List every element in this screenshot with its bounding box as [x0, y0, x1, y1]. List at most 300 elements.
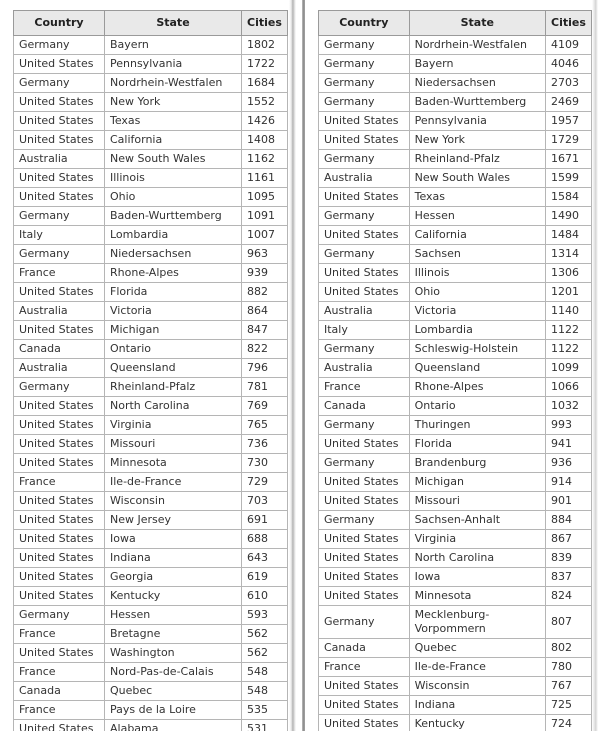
table-cell: 1099	[545, 359, 591, 378]
table-cell: 1314	[545, 245, 591, 264]
table-cell: United States	[319, 226, 410, 245]
table-cell: Minnesota	[105, 454, 242, 473]
table-row	[319, 549, 592, 568]
header-cell-country: Country	[14, 11, 105, 36]
table-cell: 941	[545, 435, 591, 454]
table-cell: Germany	[319, 606, 410, 639]
table-cell: United States	[319, 435, 410, 454]
table-cell: Virginia	[409, 530, 545, 549]
table-cell: Germany	[319, 245, 410, 264]
table-row	[319, 568, 592, 587]
table-row	[319, 473, 592, 492]
table-cell: 1306	[545, 264, 591, 283]
table-row	[319, 416, 592, 435]
table-row	[14, 549, 288, 568]
table-cell: United States	[319, 530, 410, 549]
table-row	[14, 587, 288, 606]
table-cell: 781	[242, 378, 288, 397]
table-cell: 767	[545, 677, 591, 696]
table-cell: United States	[14, 131, 105, 150]
table-cell: 936	[545, 454, 591, 473]
table-cell: Alabama	[105, 720, 242, 731]
table-cell: Ile-de-France	[105, 473, 242, 492]
header-cell-cities: Cities	[242, 11, 288, 36]
table-cell: 824	[545, 587, 591, 606]
table-cell: United States	[14, 511, 105, 530]
table-cell: 1490	[545, 207, 591, 226]
table-cell: 703	[242, 492, 288, 511]
table-row	[319, 511, 592, 530]
table-row	[14, 150, 288, 169]
table-row	[319, 359, 592, 378]
table-cell: Australia	[14, 359, 105, 378]
table-cell: 548	[242, 663, 288, 682]
table-row	[14, 606, 288, 625]
table-row	[14, 682, 288, 701]
table-cell: United States	[14, 55, 105, 74]
header-cell-cities: Cities	[545, 11, 591, 36]
table-cell: 691	[242, 511, 288, 530]
table-cell: Australia	[319, 169, 410, 188]
table-cell: France	[14, 701, 105, 720]
table-cell: Ile-de-France	[409, 658, 545, 677]
table-row	[14, 359, 288, 378]
table-cell: Niedersachsen	[105, 245, 242, 264]
table-cell: Kentucky	[105, 587, 242, 606]
table-cell: 1162	[242, 150, 288, 169]
table-cell: 882	[242, 283, 288, 302]
table-cell: 769	[242, 397, 288, 416]
table-cell: 1957	[545, 112, 591, 131]
table-row	[319, 150, 592, 169]
table-cell: Germany	[319, 340, 410, 359]
table-row	[14, 131, 288, 150]
table-cell: Quebec	[105, 682, 242, 701]
table-cell: United States	[14, 644, 105, 663]
table-cell: Sachsen	[409, 245, 545, 264]
table-cell: Niedersachsen	[409, 74, 545, 93]
table-cell: United States	[14, 321, 105, 340]
table-cell: 531	[242, 720, 288, 731]
table-row	[319, 226, 592, 245]
table-cell: 1161	[242, 169, 288, 188]
table-cell: Baden-Wurttemberg	[105, 207, 242, 226]
table-cell: Illinois	[409, 264, 545, 283]
header-cell-state: State	[105, 11, 242, 36]
table-cell: Baden-Wurttemberg	[409, 93, 545, 112]
table-row	[319, 207, 592, 226]
table-cell: 1671	[545, 150, 591, 169]
table-row	[14, 55, 288, 74]
table-cell: Victoria	[105, 302, 242, 321]
header-cell-country: Country	[319, 11, 410, 36]
table-cell: United States	[14, 283, 105, 302]
table-cell: 610	[242, 587, 288, 606]
table-cell: Italy	[14, 226, 105, 245]
table-cell: United States	[14, 416, 105, 435]
right-pane-scrollbar[interactable]	[592, 0, 598, 731]
table-cell: Germany	[14, 36, 105, 55]
table-row	[14, 245, 288, 264]
table-cell: 802	[545, 639, 591, 658]
table-cell: Germany	[319, 55, 410, 74]
table-row	[14, 568, 288, 587]
cities-by-state-table-right	[318, 10, 592, 731]
table-cell: Germany	[14, 74, 105, 93]
table-cell: United States	[14, 720, 105, 731]
table-cell: New South Wales	[105, 150, 242, 169]
cities-by-state-table-left	[13, 10, 288, 731]
table-row	[14, 169, 288, 188]
table-cell: Wisconsin	[409, 677, 545, 696]
table-cell: 562	[242, 644, 288, 663]
table-row	[14, 625, 288, 644]
table-cell: Thuringen	[409, 416, 545, 435]
table-cell: 535	[242, 701, 288, 720]
table-row	[14, 93, 288, 112]
table-cell: Ontario	[105, 340, 242, 359]
table-row	[14, 207, 288, 226]
left-table-pane	[0, 0, 290, 731]
table-cell: France	[319, 378, 410, 397]
table-cell: Germany	[319, 36, 410, 55]
table-cell: United States	[319, 492, 410, 511]
table-cell: United States	[319, 264, 410, 283]
table-cell: United States	[319, 549, 410, 568]
table-cell: 1066	[545, 378, 591, 397]
table-row	[319, 677, 592, 696]
table-cell: California	[105, 131, 242, 150]
table-cell: 1140	[545, 302, 591, 321]
table-row	[319, 340, 592, 359]
table-cell: 1802	[242, 36, 288, 55]
table-row	[14, 511, 288, 530]
table-cell: Germany	[319, 93, 410, 112]
table-cell: Germany	[319, 207, 410, 226]
table-cell: 4046	[545, 55, 591, 74]
table-cell: Iowa	[409, 568, 545, 587]
table-cell: 725	[545, 696, 591, 715]
table-cell: 993	[545, 416, 591, 435]
table-cell: Australia	[319, 302, 410, 321]
table-cell: 1408	[242, 131, 288, 150]
table-cell: Germany	[14, 207, 105, 226]
table-cell: 1484	[545, 226, 591, 245]
table-cell: New York	[409, 131, 545, 150]
table-cell: 939	[242, 264, 288, 283]
table-cell: Germany	[14, 245, 105, 264]
table-row	[14, 302, 288, 321]
table-row	[319, 245, 592, 264]
table-cell: 837	[545, 568, 591, 587]
table-cell: 914	[545, 473, 591, 492]
table-row	[14, 644, 288, 663]
table-row	[319, 36, 592, 55]
table-row	[14, 473, 288, 492]
table-row	[319, 169, 592, 188]
table-row	[14, 226, 288, 245]
table-cell: Victoria	[409, 302, 545, 321]
table-cell: France	[14, 625, 105, 644]
table-cell: Bretagne	[105, 625, 242, 644]
table-cell: United States	[14, 454, 105, 473]
table-row	[14, 663, 288, 682]
table-cell: 643	[242, 549, 288, 568]
table-row	[319, 639, 592, 658]
table-cell: 884	[545, 511, 591, 530]
table-cell: 724	[545, 715, 591, 731]
table-row	[319, 74, 592, 93]
table-cell: Indiana	[105, 549, 242, 568]
table-cell: 807	[545, 606, 591, 639]
table-cell: Mecklenburg-Vorpommern	[409, 606, 545, 639]
table-cell: Australia	[14, 150, 105, 169]
table-cell: 688	[242, 530, 288, 549]
table-cell: United States	[319, 587, 410, 606]
table-cell: Florida	[409, 435, 545, 454]
table-cell: United States	[319, 188, 410, 207]
right-table-pane	[305, 0, 592, 731]
table-row	[14, 701, 288, 720]
table-row	[14, 283, 288, 302]
table-cell: Pays de la Loire	[105, 701, 242, 720]
table-cell: 1722	[242, 55, 288, 74]
table-row	[319, 492, 592, 511]
table-row	[319, 131, 592, 150]
table-cell: Australia	[14, 302, 105, 321]
table-cell: 1091	[242, 207, 288, 226]
table-row	[14, 112, 288, 131]
table-cell: Texas	[105, 112, 242, 131]
table-row	[14, 720, 288, 731]
table-row	[14, 454, 288, 473]
table-cell: Germany	[14, 378, 105, 397]
table-cell: 1032	[545, 397, 591, 416]
table-cell: United States	[319, 568, 410, 587]
table-cell: 593	[242, 606, 288, 625]
table-cell: United States	[319, 696, 410, 715]
header-row	[14, 11, 288, 36]
table-cell: 1584	[545, 188, 591, 207]
table-cell: North Carolina	[105, 397, 242, 416]
table-cell: 4109	[545, 36, 591, 55]
table-cell: Queensland	[105, 359, 242, 378]
table-cell: 730	[242, 454, 288, 473]
table-cell: 1095	[242, 188, 288, 207]
table-cell: New Jersey	[105, 511, 242, 530]
table-row	[319, 55, 592, 74]
table-row	[14, 435, 288, 454]
table-cell: France	[14, 473, 105, 492]
table-cell: France	[319, 658, 410, 677]
table-cell: 1599	[545, 169, 591, 188]
table-row	[319, 435, 592, 454]
table-row	[14, 492, 288, 511]
header-cell-state: State	[409, 11, 545, 36]
table-cell: United States	[14, 169, 105, 188]
left-pane-scrollbar[interactable]	[289, 0, 296, 731]
table-cell: 867	[545, 530, 591, 549]
table-cell: Canada	[14, 340, 105, 359]
table-cell: North Carolina	[409, 549, 545, 568]
table-row	[319, 112, 592, 131]
table-cell: Minnesota	[409, 587, 545, 606]
table-cell: 736	[242, 435, 288, 454]
table-row	[319, 530, 592, 549]
table-cell: United States	[14, 188, 105, 207]
table-row	[14, 264, 288, 283]
table-cell: 1729	[545, 131, 591, 150]
table-cell: Iowa	[105, 530, 242, 549]
table-cell: Washington	[105, 644, 242, 663]
table-row	[319, 606, 592, 639]
table-cell: Germany	[319, 150, 410, 169]
table-cell: 2469	[545, 93, 591, 112]
table-cell: Rheinland-Pfalz	[105, 378, 242, 397]
table-row	[319, 715, 592, 731]
table-row	[14, 36, 288, 55]
table-cell: New York	[105, 93, 242, 112]
table-cell: Virginia	[105, 416, 242, 435]
table-row	[319, 696, 592, 715]
table-cell: Rheinland-Pfalz	[409, 150, 545, 169]
table-row	[14, 188, 288, 207]
table-row	[319, 378, 592, 397]
table-cell: Lombardia	[409, 321, 545, 340]
table-cell: 548	[242, 682, 288, 701]
table-cell: France	[14, 663, 105, 682]
table-cell: Australia	[319, 359, 410, 378]
table-cell: United States	[14, 112, 105, 131]
table-cell: Missouri	[409, 492, 545, 511]
table-cell: Canada	[319, 639, 410, 658]
table-cell: 847	[242, 321, 288, 340]
table-cell: Bayern	[105, 36, 242, 55]
table-cell: Germany	[319, 511, 410, 530]
table-cell: 2703	[545, 74, 591, 93]
table-cell: United States	[319, 715, 410, 731]
table-cell: 839	[545, 549, 591, 568]
table-cell: Michigan	[105, 321, 242, 340]
table-cell: Queensland	[409, 359, 545, 378]
table-cell: 822	[242, 340, 288, 359]
table-cell: 1684	[242, 74, 288, 93]
table-row	[14, 416, 288, 435]
table-cell: 1122	[545, 321, 591, 340]
table-cell: Lombardia	[105, 226, 242, 245]
table-cell: United States	[319, 677, 410, 696]
table-cell: Sachsen-Anhalt	[409, 511, 545, 530]
table-cell: Bayern	[409, 55, 545, 74]
table-cell: 963	[242, 245, 288, 264]
table-cell: United States	[14, 530, 105, 549]
table-row	[319, 188, 592, 207]
table-cell: 1426	[242, 112, 288, 131]
table-cell: Schleswig-Holstein	[409, 340, 545, 359]
table-cell: Wisconsin	[105, 492, 242, 511]
table-cell: Ohio	[409, 283, 545, 302]
table-cell: United States	[14, 568, 105, 587]
table-cell: Illinois	[105, 169, 242, 188]
table-cell: 729	[242, 473, 288, 492]
table-cell: Canada	[319, 397, 410, 416]
table-cell: 901	[545, 492, 591, 511]
table-cell: Pennsylvania	[105, 55, 242, 74]
table-cell: Nord-Pas-de-Calais	[105, 663, 242, 682]
table-cell: Texas	[409, 188, 545, 207]
table-cell: 1201	[545, 283, 591, 302]
table-cell: 780	[545, 658, 591, 677]
table-cell: Pennsylvania	[409, 112, 545, 131]
table-row	[319, 302, 592, 321]
table-row	[14, 340, 288, 359]
table-cell: Hessen	[105, 606, 242, 625]
table-cell: Indiana	[409, 696, 545, 715]
table-cell: Brandenburg	[409, 454, 545, 473]
table-cell: United States	[14, 549, 105, 568]
table-cell: United States	[319, 283, 410, 302]
header-row	[319, 11, 592, 36]
table-cell: 1552	[242, 93, 288, 112]
table-cell: 562	[242, 625, 288, 644]
table-cell: United States	[319, 112, 410, 131]
table-cell: Ontario	[409, 397, 545, 416]
table-cell: Germany	[319, 454, 410, 473]
table-row	[319, 658, 592, 677]
table-cell: 619	[242, 568, 288, 587]
table-cell: United States	[14, 587, 105, 606]
table-row	[319, 264, 592, 283]
table-cell: Georgia	[105, 568, 242, 587]
table-cell: Rhone-Alpes	[409, 378, 545, 397]
table-cell: Kentucky	[409, 715, 545, 731]
table-cell: Quebec	[409, 639, 545, 658]
table-cell: Hessen	[409, 207, 545, 226]
table-cell: United States	[14, 435, 105, 454]
table-row	[14, 74, 288, 93]
table-row	[14, 397, 288, 416]
table-cell: United States	[319, 473, 410, 492]
table-cell: Germany	[319, 74, 410, 93]
table-cell: Michigan	[409, 473, 545, 492]
table-cell: 864	[242, 302, 288, 321]
table-row	[14, 378, 288, 397]
table-row	[14, 321, 288, 340]
table-cell: Nordrhein-Westfalen	[409, 36, 545, 55]
table-cell: Florida	[105, 283, 242, 302]
table-row	[14, 530, 288, 549]
table-row	[319, 321, 592, 340]
table-cell: Ohio	[105, 188, 242, 207]
table-row	[319, 587, 592, 606]
table-row	[319, 93, 592, 112]
table-cell: 796	[242, 359, 288, 378]
table-cell: Nordrhein-Westfalen	[105, 74, 242, 93]
table-cell: California	[409, 226, 545, 245]
table-cell: United States	[14, 93, 105, 112]
table-cell: France	[14, 264, 105, 283]
table-row	[319, 283, 592, 302]
table-cell: New South Wales	[409, 169, 545, 188]
table-cell: United States	[14, 397, 105, 416]
table-cell: Canada	[14, 682, 105, 701]
table-row	[319, 454, 592, 473]
table-cell: Missouri	[105, 435, 242, 454]
table-cell: 1007	[242, 226, 288, 245]
table-cell: Germany	[14, 606, 105, 625]
table-cell: 765	[242, 416, 288, 435]
table-cell: Rhone-Alpes	[105, 264, 242, 283]
